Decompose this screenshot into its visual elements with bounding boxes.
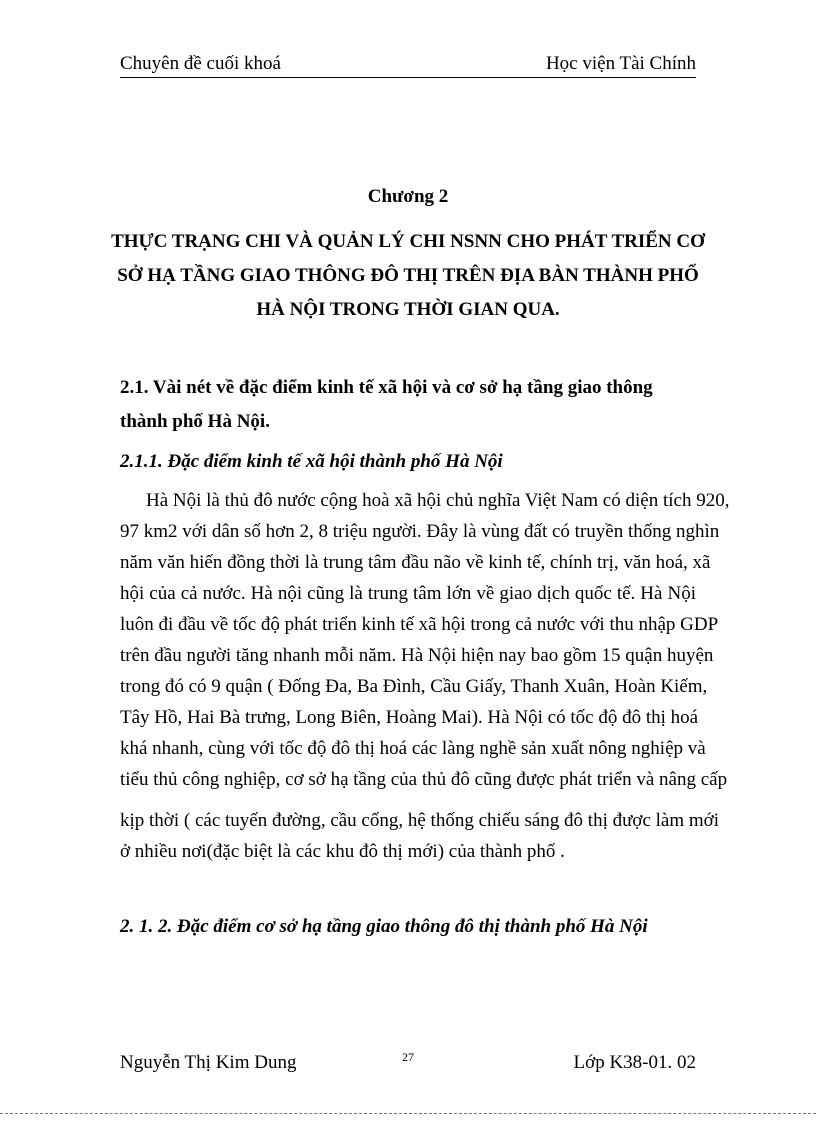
paragraph-line: trong đó có 9 quận ( Đống Đa, Ba Đình, Cầu Giấy, Thanh Xuân, Hoàn Kiếm, — [120, 676, 708, 697]
paragraph-line: ở nhiều nơi(đặc biệt là các khu đô thị mới) của thành phố . — [120, 841, 565, 862]
footer-author: Nguyễn Thị Kim Dung — [120, 1052, 297, 1073]
chapter-label: Chương 2 — [367, 186, 449, 207]
paragraph-line: 97 km2 với dân số hơn 2, 8 triệu người. Đây là vùng đất có truyền thống nghìn — [120, 521, 720, 542]
chapter-title-line: THỰC TRẠNG CHI VÀ QUẢN LÝ CHI NSNN CHO PHÁT TRIỂN CƠ — [111, 231, 705, 252]
subsection-heading-1: 2.1.1. Đặc điểm kinh tế xã hội thành phố Hà Nội — [120, 451, 503, 472]
chapter-title-line: SỞ HẠ TẦNG GIAO THÔNG ĐÔ THỊ TRÊN ĐỊA BÀN THÀNH PHỐ — [117, 265, 699, 286]
header-rule — [120, 77, 696, 78]
paragraph-line: kịp thời ( các tuyến đường, cầu cống, hệ thống chiếu sáng đô thị được làm mới — [120, 810, 719, 831]
paragraph-line: khá nhanh, cùng với tốc độ đô thị hoá các làng nghề sản xuất nông nghiệp và — [120, 738, 706, 759]
section-heading: 2.1. Vài nét về đặc điểm kinh tế xã hội và cơ sở hạ tầng giao thông thành phố Hà Nội. — [120, 377, 653, 432]
paragraph-line: Hà Nội là thủ đô nước cộng hoà xã hội chủ nghĩa Việt Nam có diện tích 920, — [146, 490, 730, 511]
paragraph-line: năm văn hiến đồng thời là trung tâm đầu não về kinh tế, chính trị, văn hoá, xã — [120, 552, 711, 573]
header-right-text: Học viện Tài Chính — [545, 53, 696, 74]
paragraph-line: trên đầu người tăng nhanh mỗi năm. Hà Nội hiện nay bao gồm 15 quận huyện — [120, 645, 714, 666]
body-paragraph — [120, 485, 730, 867]
page-number: 27 — [402, 1050, 414, 1064]
paragraph-line: tiểu thủ công nghiệp, cơ sở hạ tầng của thủ đô cũng được phát triển và nâng cấp — [120, 769, 728, 790]
page-bottom-rule — [0, 1113, 816, 1114]
paragraph-line: Tây Hồ, Hai Bà trưng, Long Biên, Hoàng Mai). Hà Nội có tốc độ đô thị hoá — [120, 707, 699, 728]
subsection-heading-2: 2. 1. 2. Đặc điểm cơ sở hạ tầng giao thông đô thị thành phố Hà Nội — [120, 916, 648, 937]
chapter-title-line: HÀ NỘI TRONG THỜI GIAN QUA. — [256, 299, 560, 320]
footer-class-code: Lớp K38-01. 02 — [573, 1052, 696, 1073]
chapter-title — [0, 225, 816, 327]
paragraph-line: luôn đi đầu về tốc độ phát triển kinh tế xã hội trong cả nước với thu nhập GDP — [120, 614, 719, 635]
paragraph-line: hội của cả nước. Hà nội cũng là trung tâm lớn về giao dịch quốc tế. Hà Nội — [120, 583, 696, 604]
header-left-text: Chuyên đề cuối khoá — [120, 53, 281, 74]
